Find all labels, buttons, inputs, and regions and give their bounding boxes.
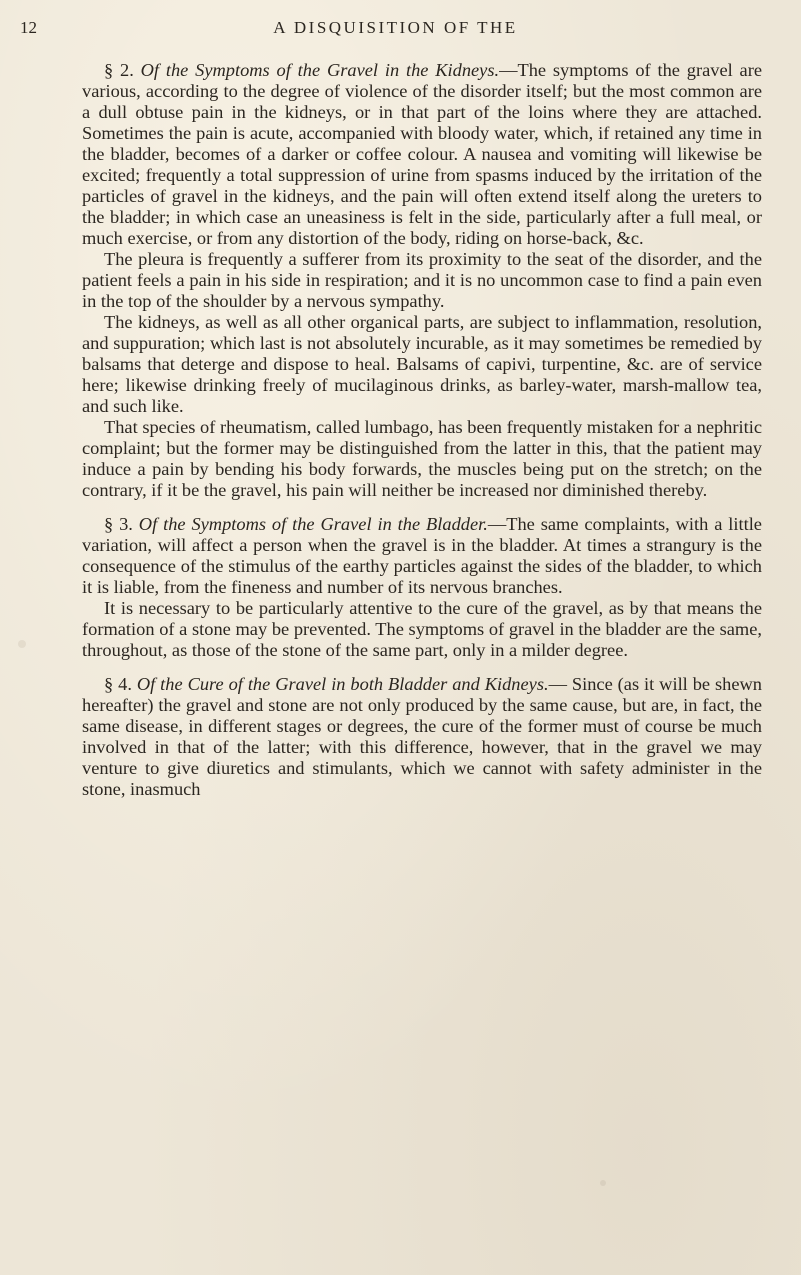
paper-stain — [600, 1180, 606, 1186]
section-mark: § 2. — [104, 60, 134, 80]
section-4-paragraph — [82, 674, 762, 800]
paragraph-text: That species of rheumatism, called lumbago, has been frequently mistaken for a nephritic complaint; but the former may be distinguished from the latter in this, that the patient may induce a pain by bending his body forwards, the muscles being put on the stretch; on the contrary, if it be the gravel, his pain will neither be increased nor diminished thereby. — [82, 417, 762, 500]
section-mark: § 4. — [104, 674, 132, 694]
section-title: Of the Symptoms of the Gravel in the Kidneys. — [140, 60, 500, 80]
body-text — [82, 60, 762, 800]
paper-stain — [18, 640, 26, 648]
page-number: 12 — [20, 18, 37, 37]
section-2-paragraph — [82, 60, 762, 249]
paragraph — [82, 249, 762, 312]
section-title: Of the Symptoms of the Gravel in the Bladder. — [138, 514, 488, 534]
section-mark: § 3. — [104, 514, 133, 534]
section-3-paragraph — [82, 514, 762, 598]
paragraph — [82, 417, 762, 501]
paragraph-text: — Since (as it will be shewn hereafter) the gravel and stone are not only produced by the same cause, but are, in fact, the same disease, in different stages or degrees, the cure of the former must of course be much involved in that of the latter; with this difference, however, that in the gravel we may venture to give diuretics and stimulants, which we cannot with safety administer in the stone, inasmuch — [82, 674, 762, 799]
paragraph-text: —The symptoms of the gravel are various, according to the degree of violence of the disorder itself; but the most common are a dull obtuse pain in the kidneys, or in that part of the loins where they are attached. Sometimes the pain is acute, accompanied with bloody water, which, if retained any time in the bladder, becomes of a darker or coffee colour. A nausea and vomiting will likewise be excited; frequently a total suppression of urine from spasms induced by the irritation of the particles of gravel in the kidneys, and the pain will often extend itself along the ureters to the bladder; in which case an uneasiness is felt in the side, particularly after a full meal, or much exercise, or from any distortion of the body, riding on horse-back, &c. — [82, 60, 762, 248]
running-head: A DISQUISITION OF THE — [273, 18, 518, 37]
paragraph-text: The kidneys, as well as all other organical parts, are subject to inflammation, resolution, and suppuration; which last is not absolutely incurable, as it may sometimes be remedied by balsams that deterge and dispose to heal. Balsams of capivi, turpentine, &c. are of service here; likewise drinking freely of mucilaginous drinks, as barley-water, marsh-mallow tea, and such like. — [82, 312, 762, 416]
paragraph — [82, 312, 762, 417]
paragraph — [82, 598, 762, 661]
section-title: Of the Cure of the Gravel in both Bladder and Kidneys. — [136, 674, 549, 694]
paragraph-text: —The same complaints, with a little variation, will affect a person when the gravel is in the bladder. At times a strangury is the consequence of the stimulus of the earthy particles against the sides of the bladder, to which it is liable, from the fineness and number of its nervous branches. — [82, 514, 762, 597]
page-header — [20, 18, 771, 44]
paragraph-text: The pleura is frequently a sufferer from its proximity to the seat of the disorder, and the patient feels a pain in his side in respiration; and it is no uncommon case to find a pain even in the top of the shoulder by a nervous sympathy. — [82, 249, 762, 311]
paragraph-text: It is necessary to be particularly attentive to the cure of the gravel, as by that means the formation of a stone may be prevented. The symptoms of gravel in the bladder are the same, throughout, as those of the stone of the same part, only in a milder degree. — [82, 598, 762, 660]
